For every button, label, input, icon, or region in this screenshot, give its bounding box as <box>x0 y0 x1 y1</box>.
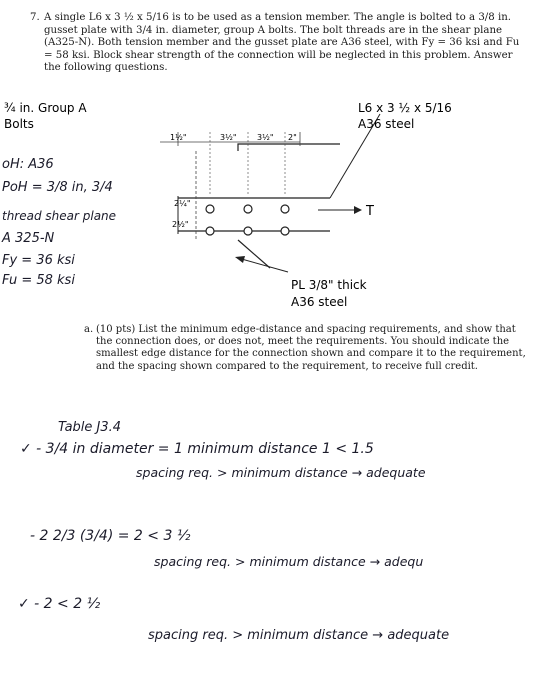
dim-top-3: 3½" <box>257 133 274 142</box>
answer-line: ✓ - 2 < 2 ½ <box>18 596 101 612</box>
note-line: PoH = 3/8 in, 3/4 <box>2 180 113 195</box>
note-line: thread shear plane <box>2 209 117 223</box>
part-a-label: a. <box>84 324 94 335</box>
dim-top-4: 2" <box>288 133 297 142</box>
note-line: A 325-N <box>2 231 55 246</box>
tension-label: T <box>366 204 374 219</box>
answer-line: ✓ - 3/4 in diameter = 1 minimum distance 1 < 1.5 <box>20 441 374 457</box>
dim-top-1: 1½" <box>170 133 187 142</box>
bolt-hole-icon <box>206 205 214 213</box>
answer-line: spacing req. > minimum distance → adequate <box>136 465 426 480</box>
problem-statement <box>30 12 530 75</box>
angle-label-line1: L6 x 3 ½ x 5/16 <box>358 101 452 115</box>
note-line: oH: A36 <box>2 157 54 172</box>
bolt-hole-icon <box>281 205 289 213</box>
bolt-row-top <box>206 205 289 213</box>
bolt-hole-icon <box>206 227 214 235</box>
answer-line: - 2 2/3 (3/4) = 2 < 3 ½ <box>30 528 191 544</box>
note-line: Fy = 36 ksi <box>2 253 75 268</box>
part-a <box>84 324 528 373</box>
bolt-hole-icon <box>244 227 252 235</box>
plate-leader-arrowhead <box>235 256 245 263</box>
answer-line: spacing req. > minimum distance → adequate <box>148 628 450 643</box>
problem-text: A single L6 x 3 ½ x 5/16 is to be used as a tension member. The angle is bolted to a 3/8 in. gusset plate with 3/4 in. diameter, group A bolts. The bolt threads are in the shear plane (A325-N). Both tension member and the gusset plate are A36 steel, with Fy = 36 ksi and Fu = 58 ksi. Block shear strength of the connection will be neglected in this problem. Answer the following questions. <box>44 12 520 74</box>
answer-line: Table J3.4 <box>58 420 122 435</box>
answer-line: spacing req. > minimum distance → adequ <box>154 554 424 569</box>
plate-label-line2: A36 steel <box>291 295 348 309</box>
bolt-hole-icon <box>244 205 252 213</box>
part-a-text: (10 pts) List the minimum edge-distance and spacing requirements, and show that the connection does, or does not, meet the requirements. You should indicate the smallest edge distance for the connection shown and compare it to the requirement, and the spacing shown compared to the requirement, to receive full credit. <box>96 324 526 372</box>
bolt-hole-icon <box>281 227 289 235</box>
dim-side-1: 2¼" <box>174 199 191 208</box>
connection-figure <box>0 96 539 321</box>
handwritten-notes <box>1 157 116 288</box>
plate-leader <box>238 258 288 272</box>
angle-label-line2: A36 steel <box>358 117 415 131</box>
note-line: Fu = 58 ksi <box>2 273 75 288</box>
dim-top-2: 3½" <box>220 133 237 142</box>
plate-top-edge <box>238 144 340 151</box>
plate-diagonal <box>238 240 270 268</box>
plate-label-line1: PL 3/8" thick <box>291 278 367 292</box>
bolts-label-line2: Bolts <box>4 117 34 131</box>
dim-side-2: 2½" <box>172 220 189 229</box>
problem-number: 7. <box>30 12 40 23</box>
bolts-label-line1: ¾ in. Group A <box>4 101 87 115</box>
